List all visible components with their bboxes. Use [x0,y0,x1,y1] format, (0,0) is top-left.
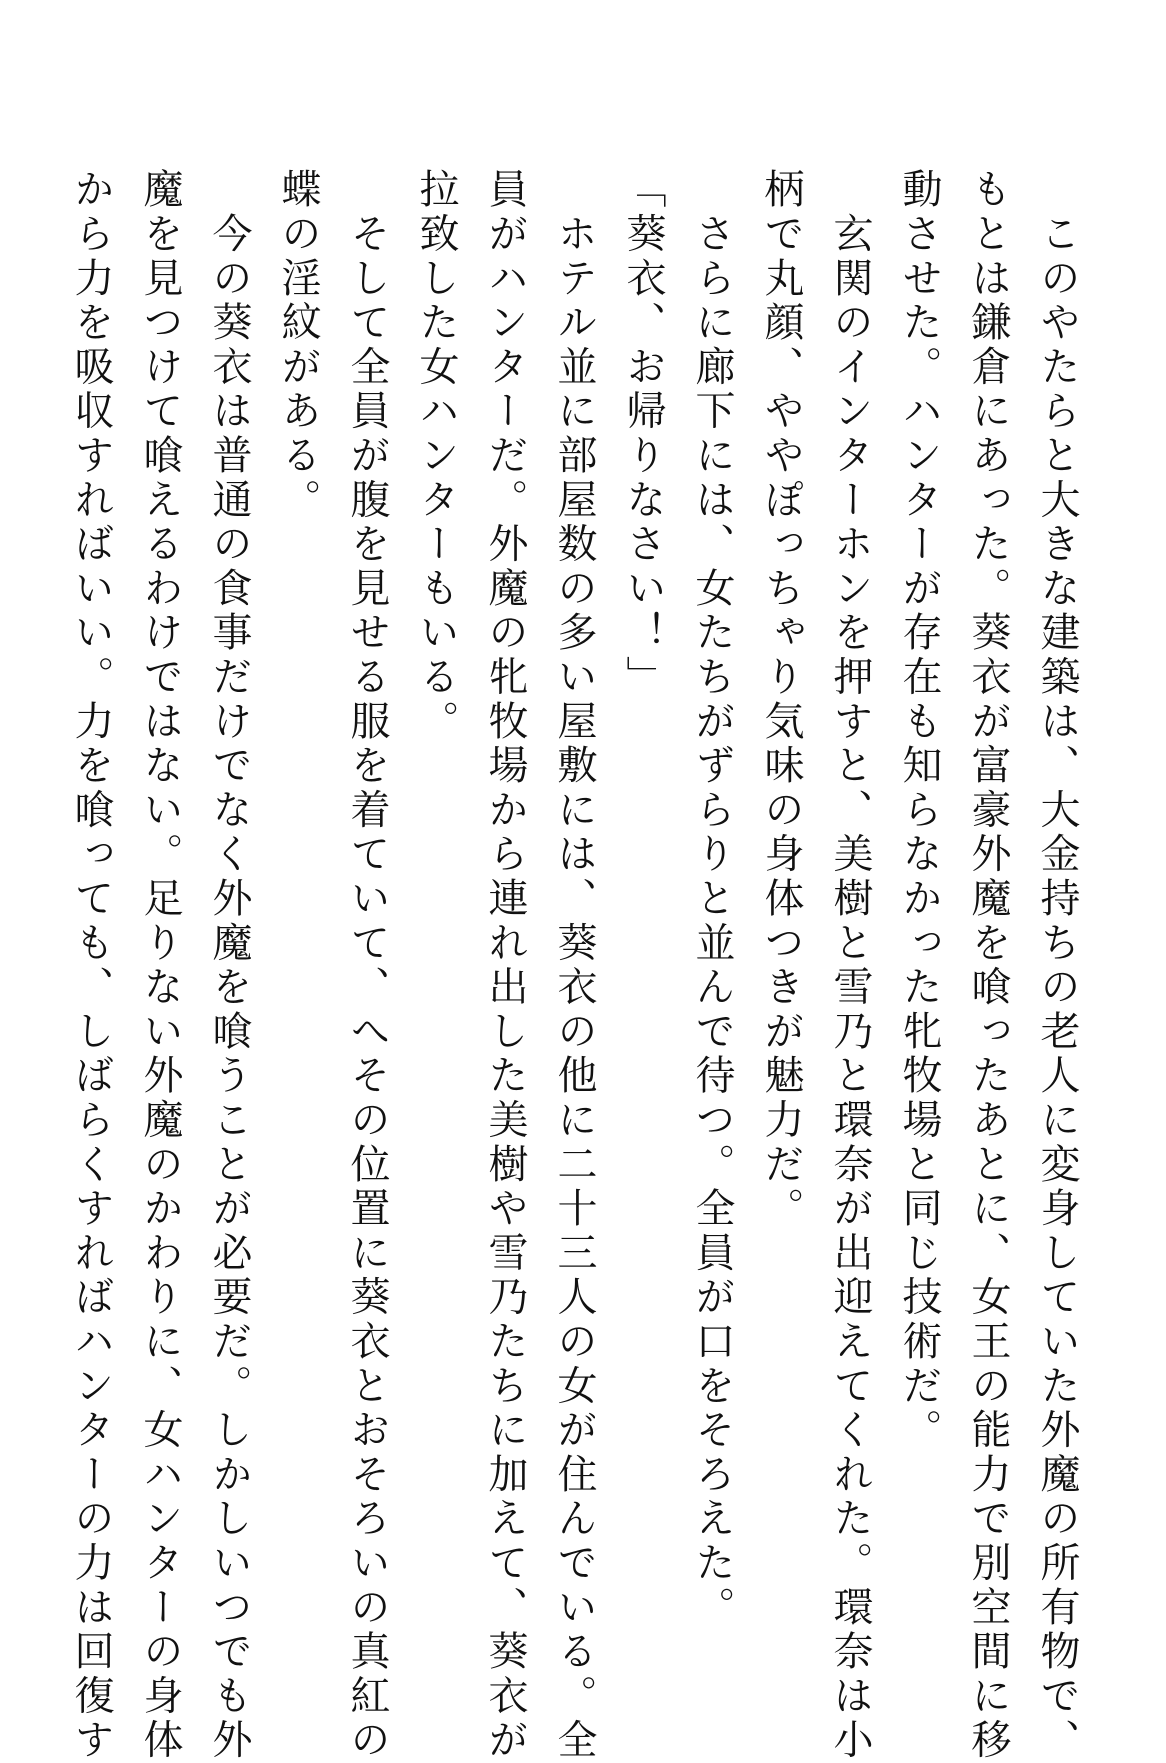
text-line: もとは鎌倉にあった。葵衣が富豪外魔を喰ったあとに、女王の能力で別空間に移 [965,168,1011,1763]
text-line: 今の葵衣は普通の食事だけでなく外魔を喰うことが必要だ。しかしいつでも外 [206,168,252,1763]
text-line: 員がハンターだ。外魔の牝牧場から連れ出した美樹や雪乃たちに加えて、葵衣が [482,168,528,1763]
text-line: さらに廊下には、女たちがずらりと並んで待つ。全員が口をそろえた。 [689,168,735,1630]
text-line: 魔を見つけて喰えるわけではない。足りない外魔のかわりに、女ハンターの身体 [137,168,183,1763]
text-line: そして全員が腹を見せる服を着ていて、へその位置に葵衣とおそろいの真紅の [344,168,390,1763]
text-line: 動させた。ハンターが存在も知らなかった牝牧場と同じ技術だ。 [896,168,942,1453]
text-line: このやたらと大きな建築は、大金持ちの老人に変身していた外魔の所有物で、 [1034,168,1080,1763]
text-line: 拉致した女ハンターもいる。 [413,168,459,744]
text-line: 蝶の淫紋がある。 [275,168,321,523]
body-text [56,168,1091,1763]
text-line: 「葵衣、お帰りなさい！」 [620,168,666,700]
text-line: 玄関のインターホンを押すと、美樹と雪乃と環奈が出迎えてくれた。環奈は小 [827,168,873,1763]
text-line: から力を吸収すればいい。力を喰っても、しばらくすればハンターの力は回復す [68,168,114,1763]
text-line: ホテル並に部屋数の多い屋敷には、葵衣の他に二十三人の女が住んでいる。全 [551,168,597,1763]
text-line: 柄で丸顔、ややぽっちゃり気味の身体つきが魅力だ。 [758,168,804,1232]
